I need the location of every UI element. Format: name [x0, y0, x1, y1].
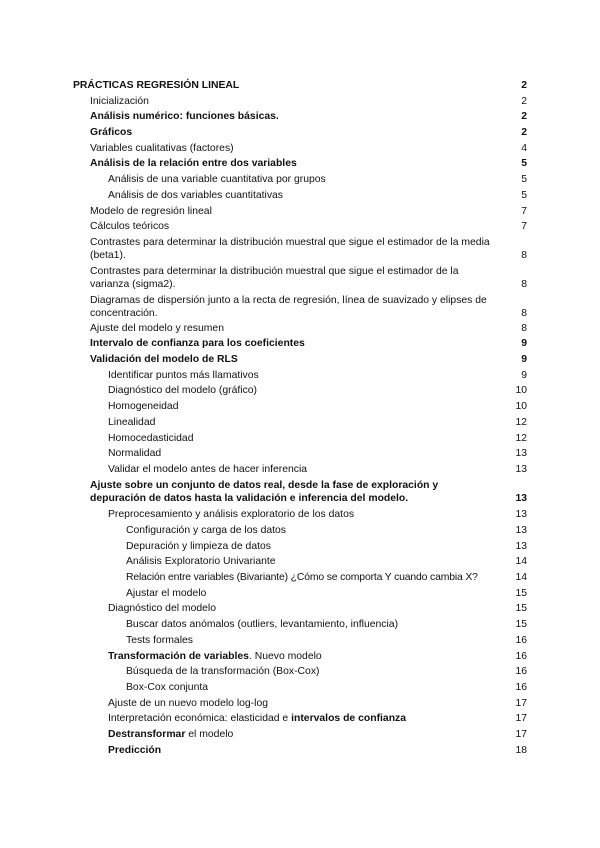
toc-entry-title: Ajuste sobre un conjunto de datos real, desde la fase de exploración y depuración de datos hasta la validación e inferencia del modelo.: [90, 480, 439, 504]
toc-entry-title: [108, 712, 491, 725]
toc-entry-page: 13: [515, 493, 527, 504]
toc-entry-title: Inicialización: [90, 96, 149, 107]
toc-entry-title: Búsqueda de la transformación (Box-Cox): [126, 666, 320, 677]
toc-entry-page: 13: [515, 525, 527, 536]
toc-entry-title: Relación entre variables (Bivariante) ¿Cómo se comporta Y cuando cambia X?: [126, 572, 478, 583]
toc-entry-title: Linealidad: [108, 417, 156, 428]
toc-entry-title: Análisis de dos variables cuantitativas: [108, 190, 284, 201]
toc-entry-page: 17: [515, 729, 527, 740]
toc-entry-page: 13: [515, 541, 527, 552]
toc-entry-title: Análisis de una variable cuantitativa por grupos: [108, 174, 326, 185]
toc-entry-page: 15: [515, 588, 527, 599]
toc-entry-title-bold: Transformación de variables: [108, 651, 249, 662]
toc-entry-title: [108, 650, 491, 663]
toc-entry-page: 15: [515, 603, 527, 614]
toc-entry-title: Análisis Exploratorio Univariante: [126, 556, 276, 567]
toc-entry-title: Análisis de la relación entre dos variables: [90, 158, 297, 169]
toc-entry-title: Identificar puntos más llamativos: [108, 370, 259, 381]
toc-entry-title: Tests formales: [126, 635, 193, 646]
toc-entry-page: 5: [521, 174, 527, 185]
toc-entry-page: 2: [521, 96, 527, 107]
toc-entry-title: Análisis numérico: funciones básicas.: [90, 111, 279, 122]
toc-entry-page: 4: [521, 143, 527, 154]
toc-entry-page: 16: [515, 651, 527, 662]
toc-entry-page: 9: [521, 338, 527, 349]
toc-entry-title: Cálculos teóricos: [90, 221, 170, 232]
toc-entry-title: Ajustar el modelo: [126, 588, 207, 599]
toc-entry-page: 18: [515, 745, 527, 756]
toc-entry[interactable]: [90, 236, 527, 262]
toc-entry-page: 2: [521, 127, 527, 138]
toc-entry-page: 7: [521, 221, 527, 232]
toc-entry-page: 9: [521, 370, 527, 381]
toc-entry-title: [108, 728, 491, 741]
toc-entry-title: Contrastes para determinar la distribución muestral que sigue el estimador de la media (beta1).: [90, 237, 490, 261]
toc-entry-title: Box-Cox conjunta: [126, 682, 209, 693]
toc-entry-title: Ajuste de un nuevo modelo log-log: [108, 698, 269, 709]
toc-entry-title: Homogeneidad: [108, 401, 179, 412]
toc-entry-title-plain: Interpretación económica: elasticidad e: [108, 713, 292, 724]
toc-entry-title: Contrastes para determinar la distribución muestral que sigue el estimador de la varianza (sigma2).: [90, 266, 459, 290]
toc-entry-page: 15: [515, 619, 527, 630]
toc-entry-title-bold: intervalos de confianza: [291, 713, 407, 724]
toc-entry-title: Intervalo de confianza para los coeficientes: [90, 338, 305, 349]
toc-entry-title: Homocedasticidad: [108, 433, 194, 444]
toc-entry-title: Validación del modelo de RLS: [90, 354, 238, 365]
toc-entry-page: 13: [515, 464, 527, 475]
toc-entry-page: 10: [515, 401, 527, 412]
toc-entry-title: Buscar datos anómalos (outliers, levantamiento, influencia): [126, 619, 399, 630]
toc-entry-page: 8: [521, 279, 527, 290]
toc-entry-page: 17: [515, 713, 527, 724]
toc-entry-page: 10: [515, 385, 527, 396]
toc-entry-title: Depuración y limpieza de datos: [126, 541, 271, 552]
toc-entry-title: Gráficos: [90, 127, 133, 138]
toc-entry-page: 8: [521, 308, 527, 319]
toc-entry-page: 8: [521, 323, 527, 334]
toc-entry-page: 16: [515, 635, 527, 646]
toc-entry-title: Predicción: [108, 745, 162, 756]
toc-entry-title: PRÁCTICAS REGRESIÓN LINEAL: [73, 80, 240, 91]
toc-entry-page: 16: [515, 666, 527, 677]
toc-entry[interactable]: [90, 479, 527, 505]
toc-entry-page: 9: [521, 354, 527, 365]
toc-entry-page: 12: [515, 417, 527, 428]
toc-entry-page: 7: [521, 206, 527, 217]
toc-entry-page: 14: [515, 556, 527, 567]
toc-entry-title: Variables cualitativas (factores): [90, 143, 234, 154]
toc-entry-page: 13: [515, 448, 527, 459]
toc-entry-page: 2: [521, 80, 527, 91]
toc-entry-page: 14: [515, 572, 527, 583]
toc-entry[interactable]: [90, 294, 527, 320]
toc-entry-title: Normalidad: [108, 448, 162, 459]
toc-entry-title: Configuración y carga de los datos: [126, 525, 286, 536]
toc-entry-page: 5: [521, 158, 527, 169]
toc-entry-title-rest: el modelo: [185, 729, 234, 740]
toc-entry-title-rest: . Nuevo modelo: [248, 651, 322, 662]
toc-entry-page: 16: [515, 682, 527, 693]
toc-entry-title: Diagnóstico del modelo: [108, 603, 217, 614]
toc-entry[interactable]: [90, 265, 527, 291]
toc-entry-title: Diagnóstico del modelo (gráfico): [108, 385, 258, 396]
toc-entry-title: Diagramas de dispersión junto a la recta de regresión, línea de suavizado y elipses de concentración.: [90, 295, 487, 319]
toc-entry-page: 5: [521, 190, 527, 201]
toc-entry-page: 8: [521, 250, 527, 261]
toc-entry-title-bold: Destransformar: [108, 729, 186, 740]
toc-entry-title: Preprocesamiento y análisis exploratorio de los datos: [108, 509, 355, 520]
toc-entry-title: Ajuste del modelo y resumen: [90, 323, 224, 334]
toc-entry-page: 13: [515, 509, 527, 520]
toc-entry-title: Validar el modelo antes de hacer inferencia: [108, 464, 308, 475]
toc-entry-page: 17: [515, 698, 527, 709]
toc-entry-title: Modelo de regresión lineal: [90, 206, 212, 217]
toc-entry-page: 2: [521, 111, 527, 122]
toc-entry-page: 12: [515, 433, 527, 444]
